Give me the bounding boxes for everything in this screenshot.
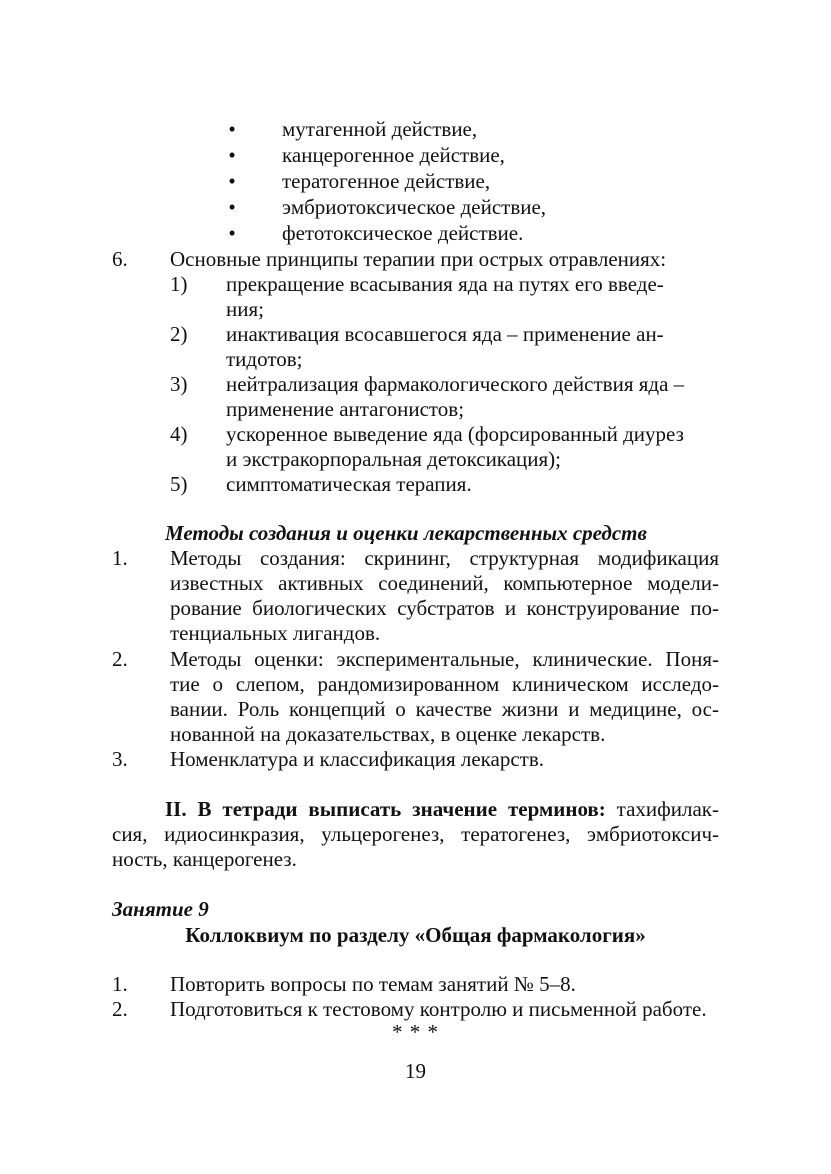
method-text-line: рование биологических субстратов и конструирование по-: [170, 596, 719, 620]
sub-text-continuation: и экстракорпоральная детоксикация);: [226, 447, 561, 471]
terms-paragraph-line: сия, идиосинкразия, ульцерогенез, тератогенез, эмбриотоксич-: [112, 822, 719, 846]
list-text: Повторить вопросы по темам занятий № 5–8.: [170, 972, 576, 996]
sub-number: 1): [170, 272, 188, 296]
section-heading: Методы создания и оценки лекарственных средств: [165, 521, 647, 545]
sub-text-continuation: тидотов;: [226, 347, 303, 371]
bullet-dot: •: [228, 143, 236, 167]
bullet-text: мутагенной действие,: [282, 117, 478, 141]
bullet-text: эмбриотоксическое действие,: [282, 195, 547, 219]
sub-number: 5): [170, 472, 188, 496]
method-text-line: нованной на доказательствах, в оценке лекарств.: [170, 722, 606, 746]
lesson-label: Занятие 9: [112, 897, 209, 921]
list-text: Номенклатура и классификация лекарств.: [170, 747, 545, 771]
sub-number: 2): [170, 322, 188, 346]
method-text-line: известных активных соединений, компьютерное модели-: [170, 571, 719, 595]
bullet-text: тератогенное действие,: [282, 169, 491, 193]
method-text-line: Методы оценки: экспериментальные, клинические. Поня-: [170, 647, 719, 671]
sub-text: симптоматическая терапия.: [226, 472, 472, 496]
sub-text: инактивация всосавшегося яда – применение ан-: [226, 322, 664, 346]
list-text: Подготовиться к тестовому контролю и письменной работе.: [170, 997, 707, 1021]
method-text-line: Методы создания: скрининг, структурная модификация: [170, 546, 719, 570]
section-separator: * * *: [392, 1020, 439, 1044]
method-text-line: тенциальных лигандов.: [170, 621, 381, 645]
list-number: 2.: [112, 647, 128, 671]
page-number: 19: [405, 1059, 426, 1083]
list-text: Основные принципы терапии при острых отравлениях:: [170, 247, 667, 271]
sub-text: нейтрализация фармакологического действия яда –: [226, 372, 685, 396]
bullet-dot: •: [228, 117, 236, 141]
bullet-text: канцерогенное действие,: [282, 143, 505, 167]
method-text-line: тие о слепом, рандомизированном клиническом исследо-: [170, 672, 719, 696]
sub-text-continuation: ния;: [226, 297, 264, 321]
bullet-dot: •: [228, 195, 236, 219]
sub-text-continuation: применение антагонистов;: [226, 397, 465, 421]
sub-text: прекращение всасывания яда на путях его введе-: [226, 272, 664, 296]
method-text-line: вании. Роль концепций о качестве жизни и медицине, ос-: [170, 697, 719, 721]
terms-paragraph-line: ность, канцерогенез.: [112, 847, 297, 871]
list-number: 1.: [112, 546, 128, 570]
list-number: 1.: [112, 972, 128, 996]
terms-paragraph-line: [165, 797, 719, 822]
list-number: 2.: [112, 997, 128, 1021]
terms-intro-bold: II. В тетради выписать значение терминов:: [165, 797, 606, 821]
bullet-text: фетотоксическое действие.: [282, 221, 524, 245]
list-number: 6.: [112, 247, 128, 271]
sub-text: ускоренное выведение яда (форсированный диурез: [226, 422, 684, 446]
bullet-dot: •: [228, 221, 236, 245]
lesson-title: Коллоквиум по разделу «Общая фармакология»: [185, 923, 646, 947]
terms-text: тахифилак-: [616, 797, 720, 821]
bullet-dot: •: [228, 169, 236, 193]
sub-number: 3): [170, 372, 188, 396]
list-number: 3.: [112, 747, 128, 771]
sub-number: 4): [170, 422, 188, 446]
